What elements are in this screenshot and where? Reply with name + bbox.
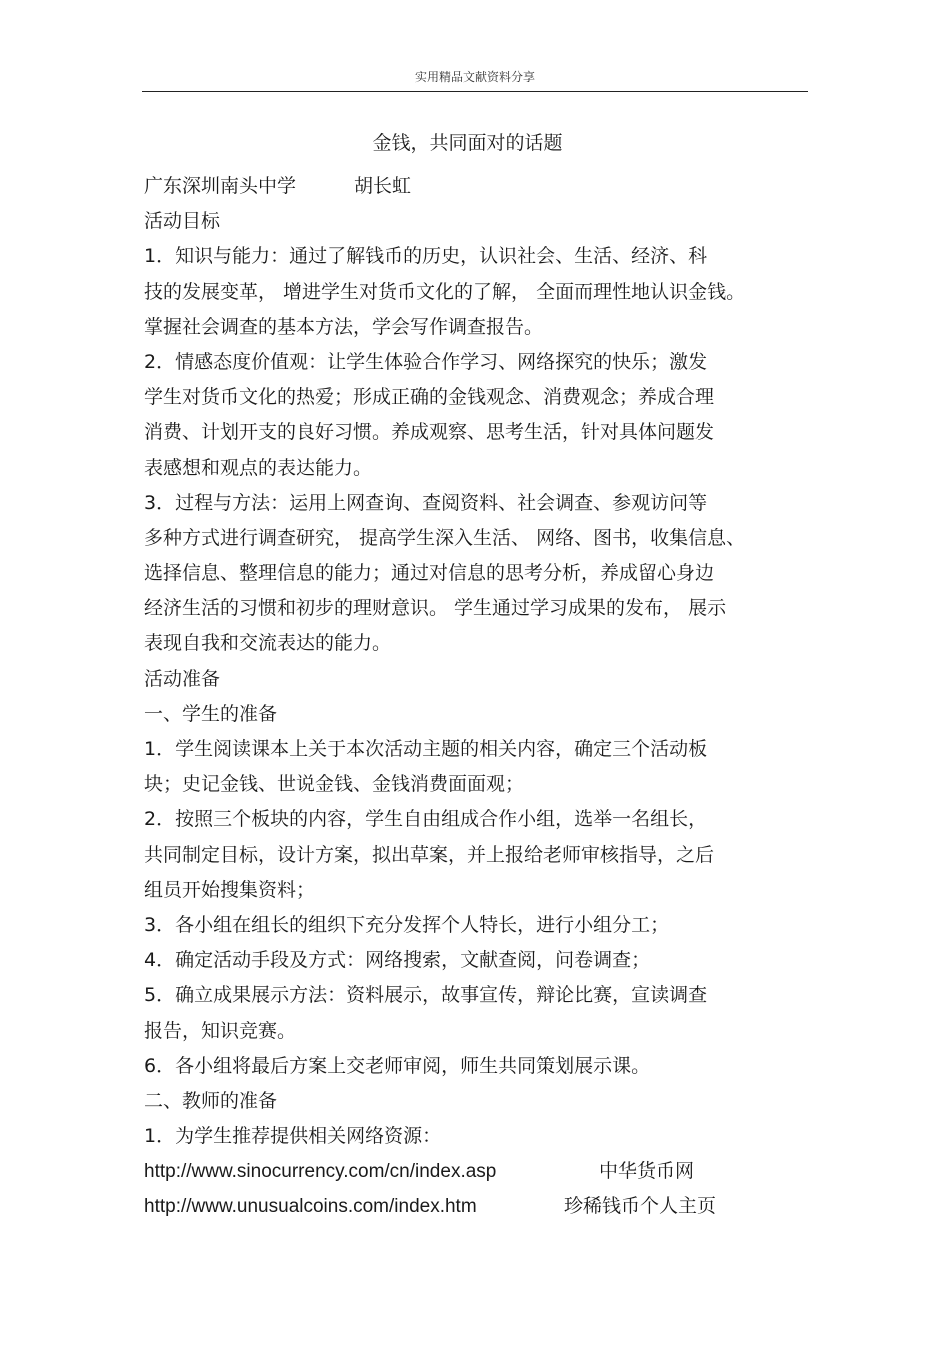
text-line: 学生对货币文化的热爱；形成正确的金钱观念、消费观念；养成合理 [144,386,715,409]
text-line: 4．确定活动手段及方式：网络搜索，文献查阅，问卷调查； [144,949,651,972]
text-line: 掌握社会调查的基本方法，学会写作调查报告。 [144,315,544,338]
text-line: 1．为学生推荐提供相关网络资源： [144,1125,442,1148]
text-line: 二、教师的准备 [144,1089,278,1112]
document-body [144,169,814,1225]
resource-name: 中华货币网 [599,1160,695,1183]
text-line: 共同制定目标，设计方案，拟出草案，并上报给老师审核指导，之后 [144,843,715,866]
resource-url[interactable]: http://www.unusualcoins.com/index.htm [144,1196,477,1218]
author-line [144,169,814,204]
resource-url[interactable]: http://www.sinocurrency.com/cn/index.asp [144,1161,497,1183]
resource-name: 珍稀钱币个人主页 [564,1195,717,1218]
text-line: 表感想和观点的表达能力。 [144,456,373,479]
text-line: 3．过程与方法：运用上网查询、查阅资料、社会调查、参观访问等 [144,491,708,514]
document-title: 金钱，共同面对的话题 [372,132,563,154]
text-line: 组员开始搜集资料； [144,878,316,901]
text-line: 块；史记金钱、世说金钱、金钱消费面面观； [144,773,525,796]
paragraph-lines [144,204,814,1154]
text-line: 6．各小组将最后方案上交老师审阅，师生共同策划展示课。 [144,1054,651,1077]
text-line: 表现自我和交流表达的能力。 [144,632,392,655]
resource-line[interactable] [144,1154,814,1189]
text-line: 报告，知识竞赛。 [144,1019,297,1042]
text-line: 1．学生阅读课本上关于本次活动主题的相关内容，确定三个活动板 [144,738,708,760]
header-rule [142,91,808,92]
text-line: 2．按照三个板块的内容，学生自由组成合作小组，选举一名组长， [144,808,708,831]
author-name: 胡长虹 [354,175,412,197]
text-line: 消费、计划开支的良好习惯。养成观察、思考生活，针对具体问题发 [144,421,715,444]
page-header: 实用精品文献资料分享 [414,70,535,84]
text-line: 1．知识与能力：通过了解钱币的历史，认识社会、生活、经济、科 [144,245,708,268]
text-line: 活动准备 [144,667,221,690]
text-line: 3．各小组在组长的组织下充分发挥个人特长，进行小组分工； [144,913,670,936]
text-line: 多种方式进行调查研究， 提高学生深入生活、 网络、图书，收集信息、 [144,526,746,549]
text-line: 技的发展变革， 增进学生对货币文化的了解， 全面而理性地认识金钱。 [144,280,746,303]
text-line: 经济生活的习惯和初步的理财意识。 学生通过学习成果的发布， 展示 [144,597,727,620]
school-name: 广东深圳南头中学 [144,175,297,197]
text-line: 选择信息、整理信息的能力；通过对信息的思考分析，养成留心身边 [144,562,715,585]
text-line: 2．情感态度价值观：让学生体验合作学习、网络探究的快乐；激发 [144,350,708,373]
text-line: 5．确立成果展示方法：资料展示，故事宣传，辩论比赛，宣读调查 [144,984,708,1007]
text-line: 活动目标 [144,210,221,233]
text-line: 一、学生的准备 [144,702,278,725]
resource-line[interactable] [144,1189,814,1224]
